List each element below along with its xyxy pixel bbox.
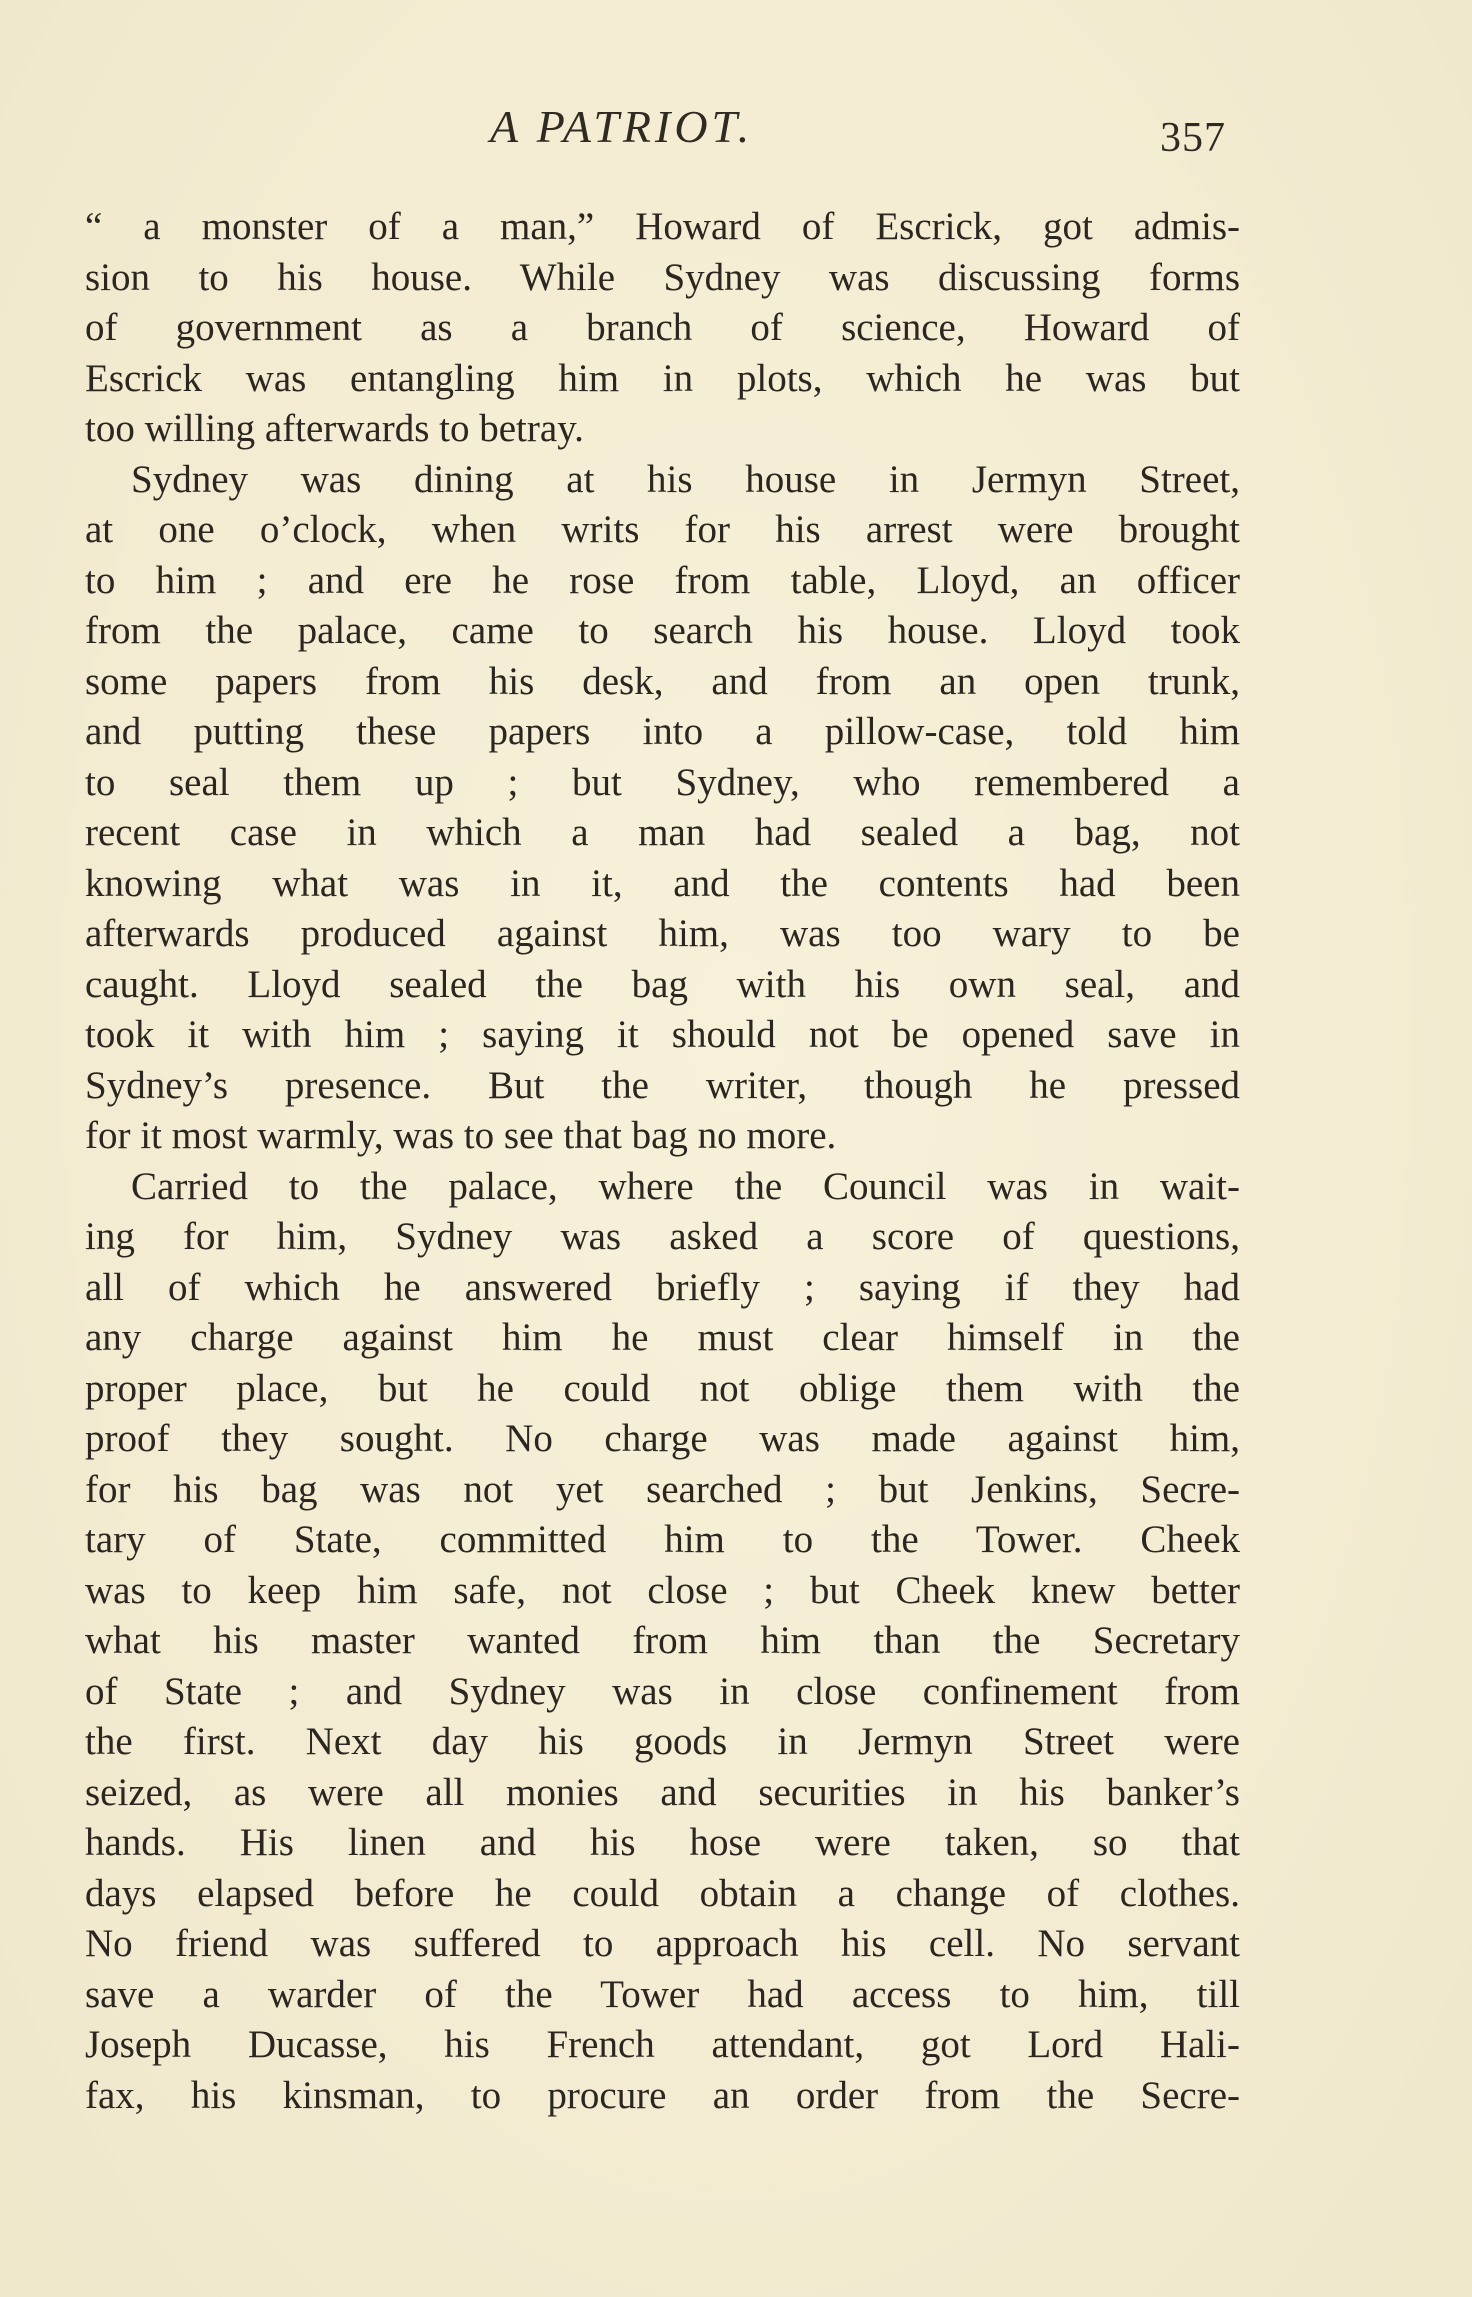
text-line: for his bag was not yet searched ; but Jenkins, Secre-: [85, 1467, 1240, 1511]
text-line: No friend was suffered to approach his cell. No servant: [85, 1922, 1240, 1965]
text-line: of State ; and Sydney was in close confinement from: [85, 1669, 1240, 1713]
text-line: the first. Next day his goods in Jermyn Street were: [85, 1720, 1240, 1763]
text-line: proper place, but he could not oblige them with the: [85, 1366, 1240, 1410]
text-line: Sydney’s presence. But the writer, though he pressed: [85, 1063, 1240, 1107]
text-line: Joseph Ducasse, his French attendant, got Lord Hali-: [85, 2023, 1240, 2066]
page-number: 357: [1160, 115, 1226, 161]
text-line: what his master wanted from him than the Secretary: [85, 1619, 1240, 1662]
text-line: “ a monster of a man,” Howard of Escrick, got admis-: [85, 205, 1240, 248]
text-line: Carried to the palace, where the Council was in wait-: [131, 1164, 1240, 1208]
text-line: Sydney was dining at his house in Jermyn Street,: [131, 457, 1240, 501]
text-line: proof they sought. No charge was made against him,: [85, 1417, 1240, 1460]
text-line: fax, his kinsman, to procure an order from the Secre-: [85, 2073, 1240, 2117]
text-line: and putting these papers into a pillow-case, told him: [85, 710, 1240, 753]
text-line: afterwards produced against him, was too wary to be: [85, 912, 1240, 955]
text-line: of government as a branch of science, Howard of: [85, 306, 1240, 349]
text-line: knowing what was in it, and the contents had been: [85, 861, 1240, 905]
running-head: [0, 100, 1472, 160]
text-line: save a warder of the Tower had access to him, till: [85, 1972, 1240, 2016]
text-line: seized, as were all monies and securities in his banker’s: [85, 1770, 1240, 1814]
text-line: was to keep him safe, not close ; but Cheek knew better: [85, 1568, 1240, 1612]
text-line: for it most warmly, was to see that bag no more.: [85, 1114, 837, 1157]
text-line: Escrick was entangling him in plots, which he was but: [85, 356, 1240, 400]
text-line: any charge against him he must clear himself in the: [85, 1316, 1240, 1359]
text-line: caught. Lloyd sealed the bag with his own seal, and: [85, 962, 1240, 1006]
text-line: days elapsed before he could obtain a change of clothes.: [85, 1871, 1240, 1915]
text-line: too willing afterwards to betray.: [85, 407, 584, 450]
text-line: recent case in which a man had sealed a bag, not: [85, 811, 1240, 854]
text-line: from the palace, came to search his house. Lloyd took: [85, 609, 1240, 652]
text-line: some papers from his desk, and from an open trunk,: [85, 659, 1240, 703]
text-line: sion to his house. While Sydney was discussing forms: [85, 255, 1240, 299]
text-line: to him ; and ere he rose from table, Lloyd, an officer: [85, 558, 1240, 602]
text-line: at one o’clock, when writs for his arrest were brought: [85, 508, 1240, 551]
body-text: [85, 202, 1240, 2121]
running-head-title: A PATRIOT.: [490, 101, 754, 152]
text-line: all of which he answered briefly ; saying if they had: [85, 1265, 1240, 1309]
text-line: hands. His linen and his hose were taken, so that: [85, 1821, 1240, 1864]
text-line: to seal them up ; but Sydney, who remembered a: [85, 760, 1240, 804]
text-line: ing for him, Sydney was asked a score of questions,: [85, 1215, 1240, 1258]
text-line: tary of State, committed him to the Tower. Cheek: [85, 1518, 1240, 1561]
text-line: took it with him ; saying it should not be opened save in: [85, 1013, 1240, 1056]
